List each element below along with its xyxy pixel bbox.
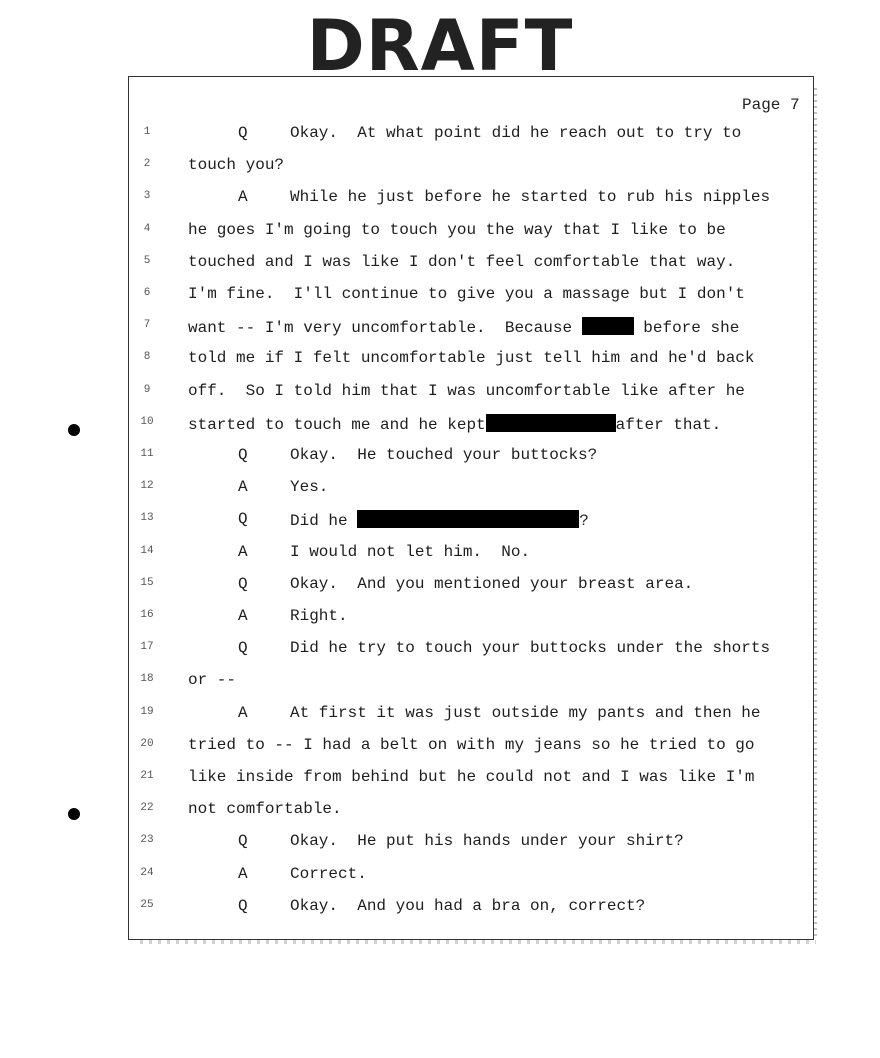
scan-bottom-artifact — [140, 940, 816, 944]
line-text — [188, 414, 721, 434]
line-number: 3 — [143, 190, 151, 203]
transcript-line — [0, 543, 880, 575]
transcript-line — [0, 446, 880, 478]
transcript-line — [0, 414, 880, 446]
line-text — [290, 543, 530, 561]
line-number: 2 — [143, 158, 151, 171]
text-segment: he goes I'm going to touch you the way that I like to be — [188, 220, 726, 239]
line-number: 6 — [143, 287, 151, 299]
transcript-line — [0, 156, 880, 188]
redaction-block — [357, 510, 579, 528]
transcript-line — [0, 124, 880, 156]
line-number: 17 — [140, 641, 154, 654]
line-number: 21 — [140, 770, 154, 782]
line-text — [290, 188, 770, 206]
text-segment: Okay. At what point did he reach out to try to — [290, 124, 742, 142]
speaker-marker: Q — [238, 832, 248, 851]
line-text — [188, 317, 739, 337]
line-text — [188, 800, 342, 818]
line-text — [290, 832, 684, 850]
text-segment: Okay. He put his hands under your shirt? — [290, 832, 684, 851]
text-segment: tried to -- I had a belt on with my jeans so he tried to go — [188, 735, 755, 754]
line-text — [188, 768, 755, 786]
redaction-block — [582, 317, 634, 335]
transcript-line — [0, 865, 880, 897]
text-segment: Okay. And you mentioned your breast area. — [290, 574, 694, 593]
transcript-line — [0, 704, 880, 736]
transcript-line — [0, 317, 880, 349]
text-segment: Okay. He touched your buttocks? — [290, 446, 598, 464]
text-segment: not comfortable. — [188, 800, 342, 819]
speaker-marker: A — [238, 188, 248, 207]
line-text — [290, 865, 367, 883]
line-number: 11 — [140, 448, 154, 460]
transcript-line — [0, 382, 880, 414]
line-number: 4 — [143, 222, 151, 235]
text-segment: off. So I told him that I was uncomfortable like after he — [188, 381, 745, 400]
line-number: 7 — [143, 319, 151, 332]
line-number: 20 — [140, 737, 154, 750]
text-segment: ? — [579, 512, 589, 531]
line-text — [188, 671, 236, 689]
line-text — [188, 736, 755, 754]
line-text — [188, 253, 735, 271]
transcript-line — [0, 285, 880, 317]
line-number: 18 — [140, 673, 154, 686]
line-text — [188, 349, 755, 367]
speaker-marker: A — [238, 478, 248, 497]
text-segment: want -- I'm very uncomfortable. Because — [188, 319, 582, 338]
line-text — [290, 478, 328, 496]
line-number: 8 — [143, 351, 151, 364]
line-number: 12 — [140, 480, 154, 493]
text-segment: after that. — [615, 415, 722, 434]
line-number: 5 — [143, 254, 151, 267]
page-number: Page 7 — [742, 96, 800, 114]
line-number: 1 — [143, 126, 151, 138]
text-segment: or -- — [188, 671, 237, 690]
text-segment: I would not let him. No. — [290, 542, 531, 561]
line-number: 15 — [140, 576, 154, 589]
transcript-line — [0, 736, 880, 768]
speaker-marker: Q — [238, 639, 248, 658]
speaker-marker: A — [238, 607, 248, 625]
speaker-marker: Q — [238, 574, 248, 593]
line-text — [290, 897, 645, 915]
transcript-line — [0, 349, 880, 381]
transcript-line — [0, 639, 880, 671]
transcript-line — [0, 221, 880, 253]
text-segment: While he just before he started to rub his nipples — [290, 188, 771, 207]
transcript-line — [0, 768, 880, 800]
redaction-block — [486, 414, 616, 432]
text-segment: before she — [633, 319, 740, 338]
transcript-line — [0, 671, 880, 703]
line-text — [290, 607, 348, 625]
line-text — [188, 382, 745, 400]
line-number: 16 — [140, 609, 154, 621]
text-segment: Did he try to touch your buttocks under the shorts — [290, 639, 771, 658]
text-segment: started to touch me and he kept — [188, 415, 486, 434]
text-segment: told me if I felt uncomfortable just tell him and he'd back — [188, 349, 755, 368]
line-text — [290, 639, 770, 657]
text-segment: touched and I was like I don't feel comfortable that way. — [188, 252, 736, 271]
text-segment: touch you? — [188, 156, 285, 175]
speaker-marker: Q — [238, 124, 248, 142]
text-segment: like inside from behind but he could not and I was like I'm — [188, 768, 755, 786]
line-number: 23 — [140, 834, 154, 847]
text-segment: Yes. — [290, 478, 329, 497]
line-text — [290, 575, 693, 593]
speaker-marker: A — [238, 864, 248, 883]
speaker-marker: A — [238, 542, 248, 561]
transcript-line — [0, 253, 880, 285]
line-number: 10 — [140, 415, 154, 428]
speaker-marker: A — [238, 703, 248, 722]
text-segment: Okay. And you had a bra on, correct? — [290, 896, 646, 915]
line-number: 24 — [140, 866, 154, 879]
line-text — [188, 221, 726, 239]
line-text — [188, 156, 284, 174]
line-number: 22 — [140, 802, 154, 815]
transcript-line — [0, 800, 880, 832]
line-text — [290, 446, 597, 464]
transcript-line — [0, 832, 880, 864]
line-text — [290, 510, 589, 530]
text-segment: Right. — [290, 607, 348, 625]
line-text — [290, 704, 760, 722]
speaker-marker: Q — [238, 896, 248, 915]
draft-watermark: DRAFT — [306, 5, 574, 87]
speaker-marker: Q — [238, 510, 248, 529]
line-number: 9 — [143, 383, 151, 396]
line-number: 19 — [140, 705, 154, 718]
line-text — [188, 285, 745, 303]
transcript-line — [0, 478, 880, 510]
transcript-line — [0, 897, 880, 929]
transcript-line — [0, 607, 880, 639]
text-segment: Correct. — [290, 864, 367, 883]
text-segment: At first it was just outside my pants and then he — [290, 703, 761, 722]
transcript-line — [0, 510, 880, 542]
text-segment: I'm fine. I'll continue to give you a massage but I don't — [188, 285, 745, 303]
line-text — [290, 124, 741, 142]
speaker-marker: Q — [238, 446, 248, 464]
transcript-line — [0, 575, 880, 607]
line-number: 25 — [140, 898, 154, 911]
line-number: 14 — [140, 544, 154, 557]
text-segment: Did he — [290, 512, 358, 531]
line-number: 13 — [140, 512, 154, 525]
transcript-line — [0, 188, 880, 220]
